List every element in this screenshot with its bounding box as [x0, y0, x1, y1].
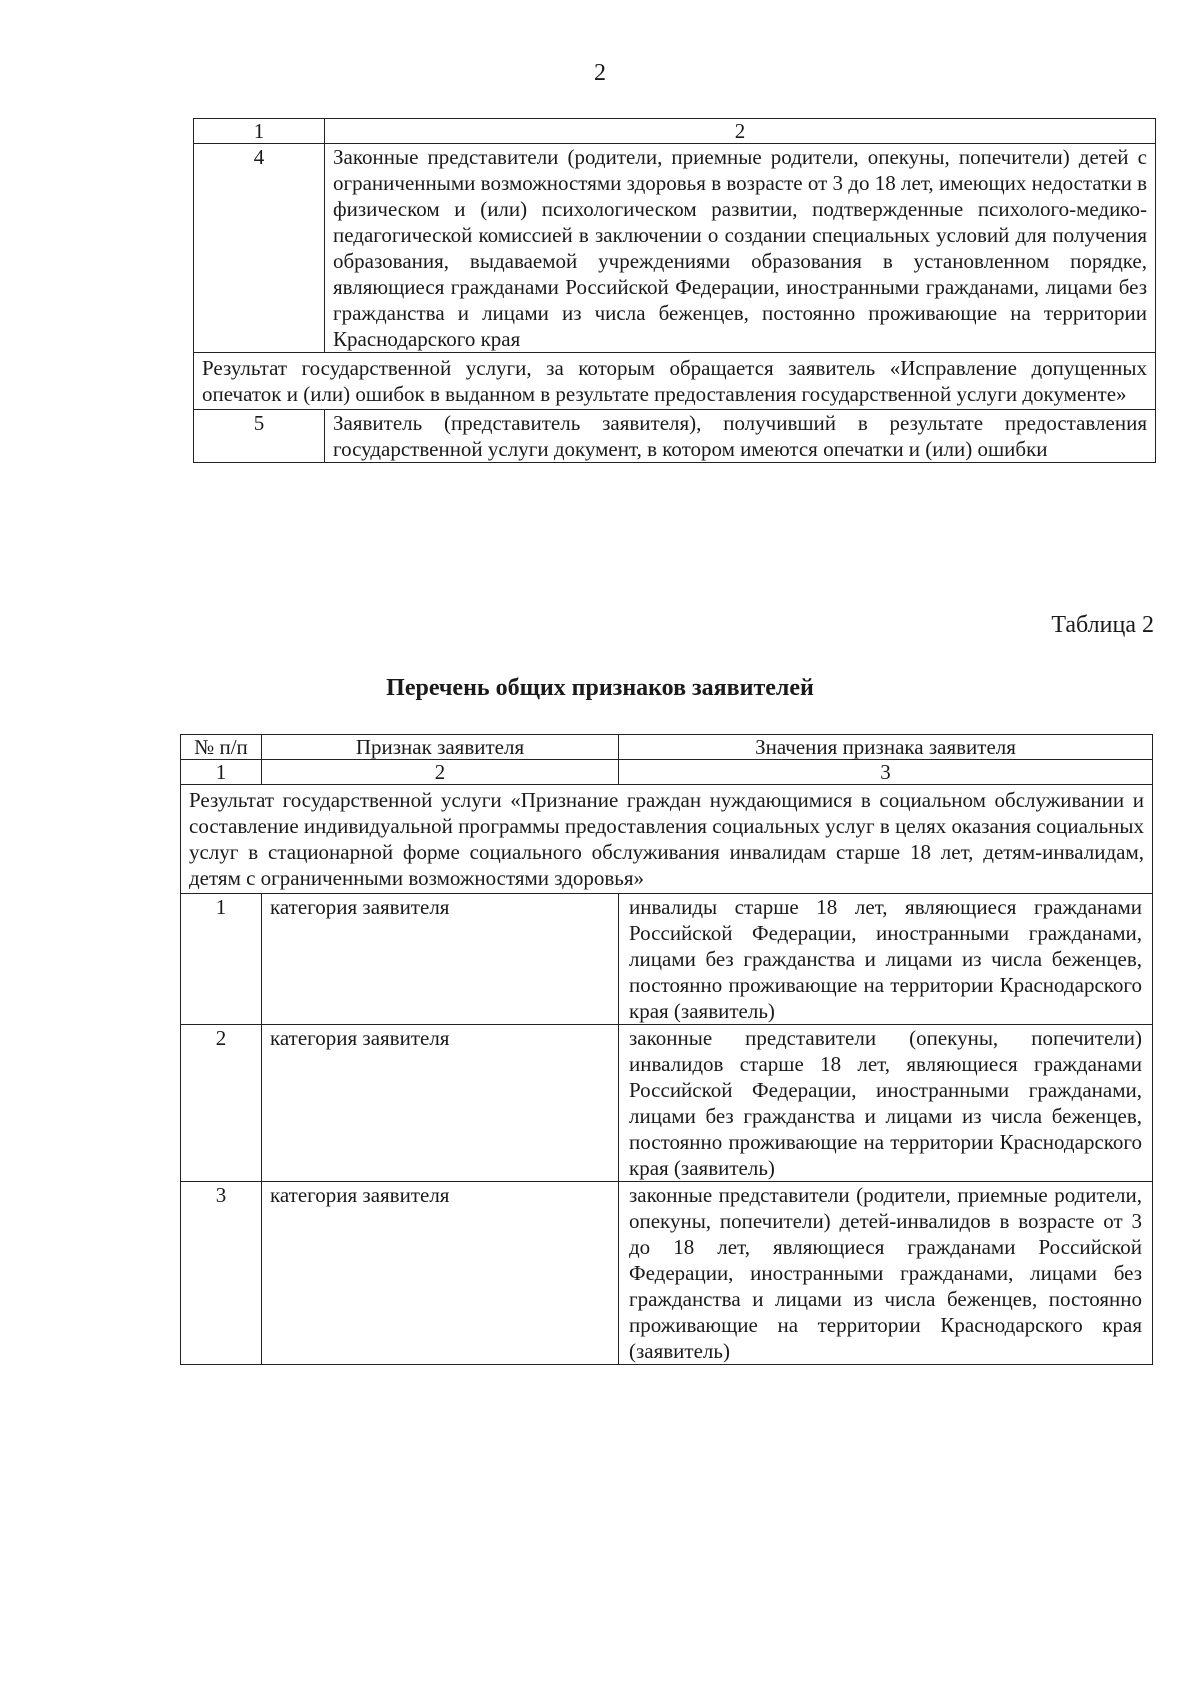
page-number: 2 [594, 60, 606, 86]
table-title: Перечень общих признаков заявителей [386, 675, 814, 701]
column-header-number: № п/п [181, 735, 262, 760]
row-feature: категория заявителя [262, 1182, 619, 1365]
column-number-header: 2 [325, 119, 1156, 144]
table-header-row [194, 119, 1156, 144]
row-feature: категория заявителя [262, 1025, 619, 1182]
row-number: 2 [181, 1025, 262, 1182]
table-row [194, 144, 1156, 353]
column-number-row [181, 760, 1153, 785]
column-number: 2 [262, 760, 619, 785]
table-row [194, 410, 1156, 463]
row-number: 5 [194, 410, 325, 463]
section-text: Результат государственной услуги «Признание граждан нуждающимися в социальном обслуживании и составление индивидуальной программы предоставления социальных услуг в целях оказания социальных услуг в стационарной форме социального обслуживания инвалидам старше 18 лет, детям-инвалидам, детям с ограниченными возможностями здоровья» [181, 785, 1153, 894]
column-number: 1 [181, 760, 262, 785]
row-value: законные представители (родители, приемные родители, опекуны, попечители) детей-инвалидов в возрасте от 3 до 18 лет, являющиеся гражданами Российской Федерации, иностранными гражданами, лицами без гражданства и лицами из числа беженцев, постоянно проживающие на территории Краснодарского края (заявитель) [619, 1182, 1153, 1365]
row-value: законные представители (опекуны, попечители) инвалидов старше 18 лет, являющиеся гражданами Российской Федерации, иностранными гражданами, лицами без гражданства и лицами из числа беженцев, постоянно проживающие на территории Краснодарского края (заявитель) [619, 1025, 1153, 1182]
row-number: 3 [181, 1182, 262, 1365]
row-value: инвалиды старше 18 лет, являющиеся гражданами Российской Федерации, иностранными гражданами, лицами без гражданства и лицами из числа беженцев, постоянно проживающие на территории Краснодарского края (заявитель) [619, 894, 1153, 1025]
table-row [181, 1182, 1153, 1365]
section-row [181, 785, 1153, 894]
section-row [194, 353, 1156, 410]
column-number: 3 [619, 760, 1153, 785]
column-header-feature: Признак заявителя [262, 735, 619, 760]
table-header-row [181, 735, 1153, 760]
applicant-features-table [180, 734, 1153, 1365]
section-text: Результат государственной услуги, за которым обращается заявитель «Исправление допущенных опечаток и (или) ошибок в выданном в результате предоставления государственной услуги документе» [194, 353, 1156, 410]
row-number: 1 [181, 894, 262, 1025]
column-header-value: Значения признака заявителя [619, 735, 1153, 760]
applicant-variants-table-continued [193, 118, 1156, 463]
table-label: Таблица 2 [1051, 612, 1154, 638]
row-feature: категория заявителя [262, 894, 619, 1025]
row-number: 4 [194, 144, 325, 353]
row-text: Законные представители (родители, приемные родители, опекуны, попечители) детей с ограниченными возможностями здоровья в возрасте от 3 до 18 лет, имеющих недостатки в физическом и (или) психологическом развитии, подтвержденные психолого-медико-педагогической комиссией в заключении о создании специальных условий для получения образования, выдаваемой учреждениями образования в установленном порядке, являющиеся гражданами Российской Федерации, иностранными гражданами, лицами без гражданства и лицами из числа беженцев, постоянно проживающие на территории Краснодарского края [325, 144, 1156, 353]
table-row [181, 894, 1153, 1025]
column-number-header: 1 [194, 119, 325, 144]
row-text: Заявитель (представитель заявителя), получивший в результате предоставления государственной услуги документ, в котором имеются опечатки и (или) ошибки [325, 410, 1156, 463]
table-row [181, 1025, 1153, 1182]
